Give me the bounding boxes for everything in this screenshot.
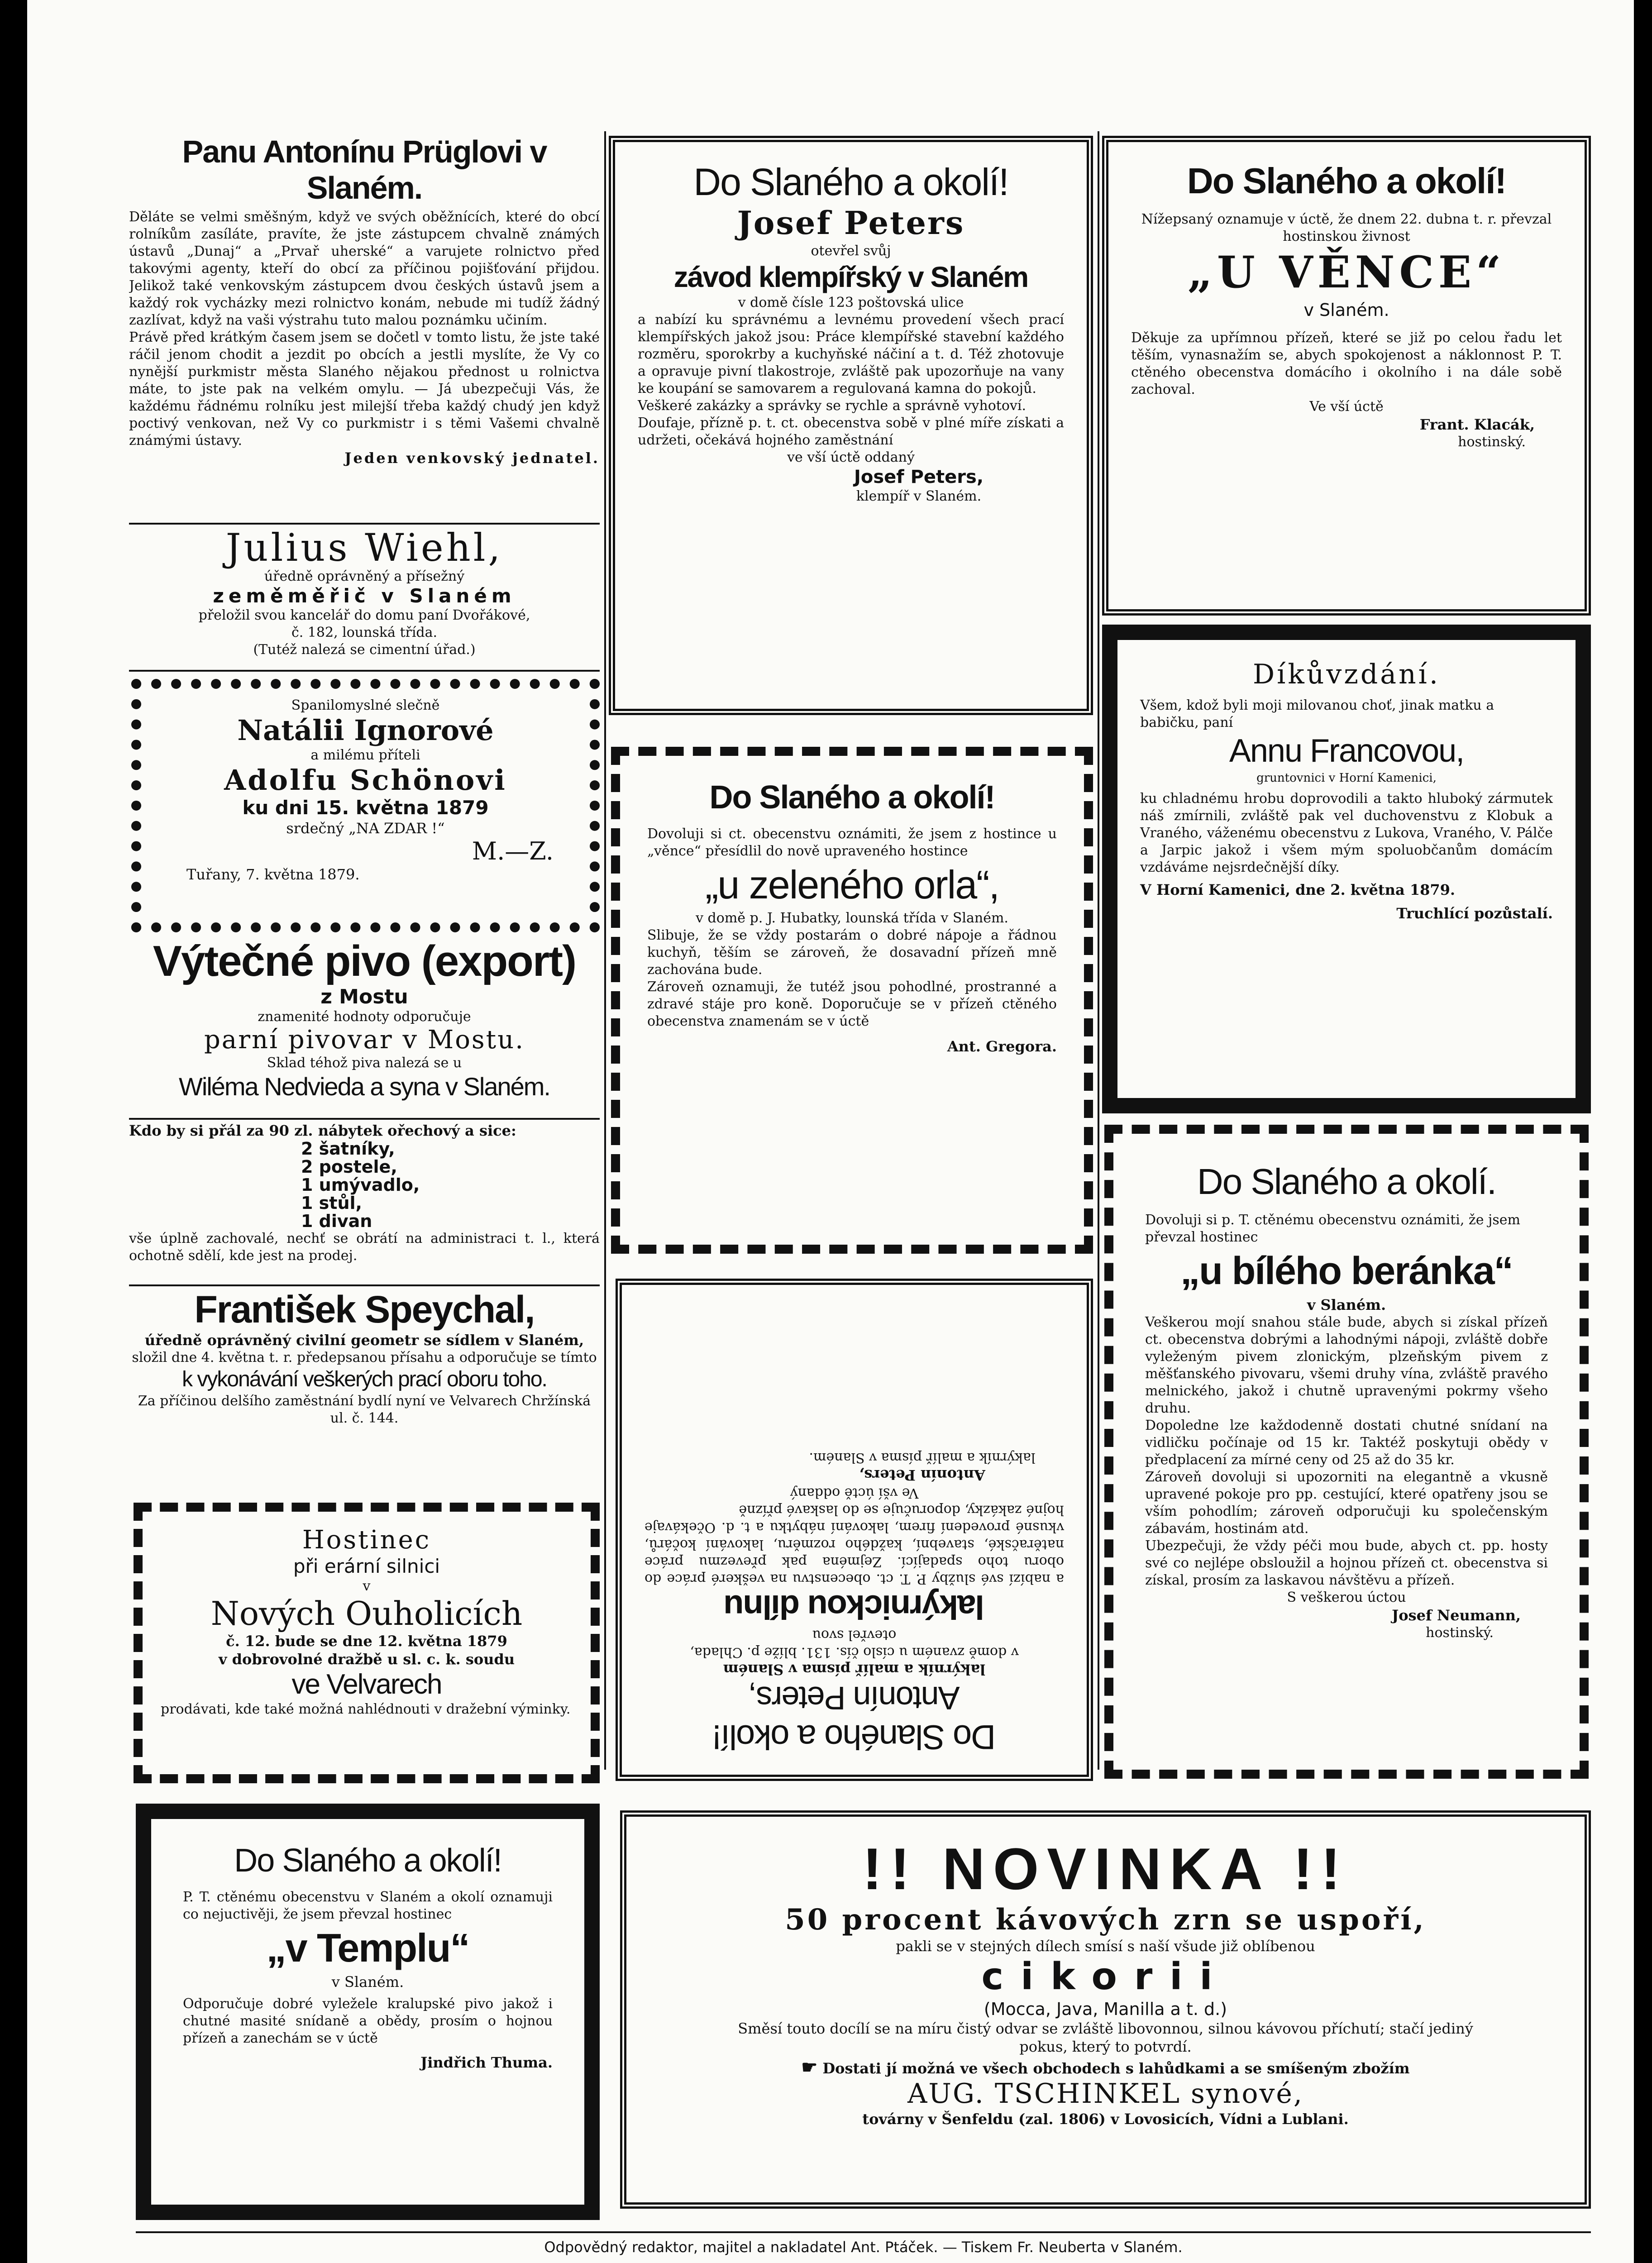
ad-title: lakýrnickou dílnu	[724, 1588, 984, 1626]
ad-line: Wiléma Nedvieda a syna v Slaném.	[179, 1072, 550, 1101]
ad-body: Nížepsaný oznamuje v úctě, že dnem 22. dubna t. r. převzal hostinskou živnost	[1141, 211, 1552, 244]
ad-signature: Jindřich Thuma.	[420, 2054, 553, 2071]
ad-line: lakýrník a malíř písma v Slaném.	[809, 1450, 1036, 1466]
ad-line: složil dne 4. května t. r. předepsanou přísahu a odporučuje se tímto	[132, 1350, 597, 1365]
ad-line: Kdo by si přál za 90 zl. nábytek ořechový a sice:	[129, 1122, 516, 1139]
ad-line: hostinský.	[1458, 434, 1526, 450]
ad-dikuvzdani	[1102, 625, 1591, 1113]
ad-line: v	[363, 1578, 371, 1594]
ad-title: Díkůvzdání.	[1253, 659, 1440, 690]
ad-ignorova	[131, 679, 600, 932]
ad-body: ku chladnému hrobu doprovodili a takto hluboký zármutek náš zmírnili, zvláště pak vel duchovenstvu z Klobuk a Vraného, váženému obecenstvu z Lukova, Vraného, V. Pálče a Jarpic jakož i všem mým spoluobčanům domácím vzdáváme nejsrdečnější díky.	[1140, 791, 1553, 875]
ad-pruglovi	[129, 134, 600, 520]
list-item: 1 umývadlo,	[301, 1175, 420, 1195]
ad-body: Dovoluji si p. T. ctěnému obecenstvu oznámiti, že jsem převzal hostinec	[1145, 1212, 1520, 1245]
ad-body: Zároveň dovoluji si upozorniti na elegantně a vkusně upravené pokoje pro pp. cestující, které opatřeny jsou se vším pohodlím; zároveň odporučuji ku společenským zábavám, hostinám atd.	[1145, 1469, 1548, 1537]
ad-body: Děláte se velmi směšným, když ve svých oběžnících, které do obcí rolníkům zasíláte, pravíte, že jste zástupcem chvalně známých ústavů „Dunaj“ a „Prvař uherské“ a varujete rolnictvo před takovými agenty, kteří do obcí za příčinou pojišťování přijdou. Jelikož také venkovským zástupcem dvou českých ústavů jsem a každý rok vycházky mezi rolnictvo konám, nebude mi tudíž žádný zazlívat, když na vaši výstrahu tuto malou poznámku učiním.	[129, 209, 600, 328]
ad-signature: Ant. Gregora.	[947, 1038, 1057, 1055]
ad-antonin-peters-inverted	[616, 1279, 1093, 1781]
divider	[129, 1118, 600, 1120]
ad-title: Panu Antonínu Prüglovi v Slaném.	[182, 134, 547, 205]
ad-line: v domě p. J. Hubatky, lounská třída v Slaném.	[696, 910, 1008, 926]
ad-line: znamenité hodnoty odporučuje	[258, 1009, 471, 1025]
ad-wiehl	[129, 527, 600, 672]
pointing-hand-icon: ☛	[801, 2057, 818, 2078]
ad-signature: Josef Peters,	[854, 467, 984, 487]
ad-line: přeložil svou kancelář do domu paní Dvořákové,	[198, 607, 530, 623]
ad-title: ve Velvarech	[291, 1669, 442, 1700]
ad-speychal	[129, 1288, 600, 1487]
ad-body: Veškeré zakázky a správky se rychle a správně vyhotoví.	[638, 398, 1026, 414]
ad-signature: Jeden venkovský jednatel.	[344, 449, 600, 467]
ad-body: a nabízí ku správnému a levnému provedení všech prací klempířských jakož jsou: Práce klempířské stavební každého rozměru, sporokrby a kuchyňské náčiní a t. d. Též zhotovuje a opravuje pivní tlakostroje, zvláště pak upozorňuje na vany ke koupání se samovarem a regulovaná kamna do pokojů.	[638, 312, 1064, 396]
ad-line: V Horní Kamenici, dne 2. května 1879.	[1140, 881, 1456, 898]
ad-signature: AUG. TSCHINKEL synové,	[907, 2078, 1303, 2110]
ad-signature: Frant. Klacák,	[1419, 416, 1535, 433]
ad-line: klempíř v Slaném.	[856, 488, 982, 504]
ad-signature: Antonín Peters,	[859, 1466, 985, 1484]
divider	[129, 1284, 600, 1286]
ad-line: ku dni 15. května 1879	[242, 797, 489, 819]
ad-line-text: Dostati jí možná ve všech obchodech s lahůdkami a se smíšeným zbožím	[822, 2060, 1410, 2077]
ad-line: Spanilomyslné slečně	[291, 697, 440, 713]
ad-line: v Slaném.	[1307, 1296, 1386, 1313]
ad-title: Natálii Ignorové	[237, 714, 494, 747]
imprint-footer: Odpovědný redaktor, majitel a nakladatel Ant. Ptáček. — Tiskem Fr. Neuberta v Slaném.	[544, 2239, 1183, 2256]
ad-line: v domě zvaném u císlo čís. 131. blíže p. Chlada,	[690, 1644, 1019, 1660]
ad-line: z Mostu	[320, 985, 408, 1008]
ad-title: Julius Wiehl,	[225, 527, 503, 570]
ad-line: úředně oprávněný civilní geometr se sídlem v Slaném,	[144, 1332, 584, 1349]
ad-body: a nabízí své služby P. T. ct. obecenstvu na veškeré práce do oboru toho spadající. Zejména pak převezmu práce natěračské, stavební, každého rozměru, lakování kočárů, vkusné provedení firem, lakování nábytku a t. d. Očekávaje hojné zakázky, doporučuje se do laskavé přízně	[645, 1502, 1064, 1587]
ad-line: otevřel svůj	[811, 243, 891, 259]
list-item: 1 divan	[301, 1211, 372, 1231]
ad-title: Výtečné pivo (export)	[153, 937, 576, 985]
ad-line: v dobrovolné dražbě u sl. c. k. soudu	[218, 1651, 515, 1668]
ad-title: „u bílého beránka“	[1180, 1249, 1513, 1293]
ad-line: č. 182, lounská třída.	[291, 625, 438, 640]
ad-templ	[136, 1804, 600, 2220]
divider	[136, 2231, 1591, 2233]
ad-body: Zároveň oznamuji, že tutéž jsou pohodlné, prostranné a zdravé stáje pro koně. Doporučuje se v přízeň ctěného obecenstva znamenám se v úctě	[647, 979, 1057, 1029]
ad-title: František Speychal,	[194, 1288, 535, 1331]
ad-body: Dopoledne lze každodenně dostati chutné snídaní na vidličku počínaje od 15 kr. Taktéž poskytuji obědy v předplacení za mírné ceny od 25 až do 35 kr.	[1145, 1418, 1548, 1468]
ad-title: „U VĚNCE“	[1187, 247, 1506, 298]
ad-line: prodávati, kde také možná nahlédnouti v dražební výminky.	[161, 1701, 571, 1717]
ad-body: Odporučuje dobré vyležele kralupské pivo jakož i chutné masité snídaně a obědy, prosím o hojnou přízeň a zanechám se v úctě	[183, 1996, 553, 2046]
ad-body: Děkuje za upřímnou přízeň, které se již po celou řadu let těším, vynasnažím se, abych spokojenost a náklonnost P. T. ctěného obecenstva domácího i okolního i na dále sobě zachoval.	[1131, 330, 1562, 397]
ad-line: a milému příteli	[310, 747, 420, 763]
ad-line: při erární silnici	[293, 1555, 440, 1577]
ad-hostinec	[134, 1503, 600, 1783]
ad-title: Do Slaného a okolí!	[234, 1843, 501, 1879]
ad-line: 50 procent kávových zrn se uspoří,	[785, 1903, 1426, 1937]
column-rule	[1098, 131, 1099, 1770]
ad-pivo	[129, 937, 600, 1118]
ad-line: parní pivovar v Mostu.	[204, 1025, 525, 1055]
ad-body: Všem, kdož byli moji milovanou choť, jinak matku a babičku, paní	[1140, 697, 1494, 730]
ad-title: Adolfu Schönovi	[224, 764, 507, 797]
ad-line: gruntovnici v Horní Kamenici,	[1256, 771, 1437, 785]
ad-line: Sklad téhož piva nalezá se u	[267, 1055, 462, 1071]
ad-line: zeměměřič v Slaném	[213, 585, 516, 607]
ad-line: pakli se v stejných dílech smísí s naší všude již oblíbenou	[896, 1938, 1315, 1955]
ad-line: (Tutéž nalezá se cimentní úřad.)	[253, 642, 476, 658]
ad-title: !! NOVINKA !!	[862, 1836, 1349, 1902]
ad-line: v Slaném.	[1303, 300, 1389, 320]
ad-signature: Truchlící pozůstalí.	[1396, 905, 1553, 922]
ad-title: Antonín Peters,	[749, 1680, 960, 1716]
ad-line: k vykonávání veškerých prací oboru toho.	[182, 1367, 547, 1391]
ad-signature: M.—Z.	[472, 837, 554, 865]
ad-title: Do Slaného a okolí!	[1187, 161, 1506, 201]
ad-body: P. T. ctěnému obecenstvu v Slaném a okolí oznamuji co nejuctivěji, že jsem převzal hostinec	[183, 1889, 553, 1922]
ad-line: ve vší úctě oddaný	[787, 449, 915, 465]
ad-line: Ve vší úctě oddaný	[790, 1485, 919, 1501]
ad-body: Doufaje, přízně p. t. ct. obecenstva sobě v plné míře získati a udržeti, očekává hojného zaměstnání	[638, 415, 1064, 448]
ad-title: Josef Peters	[737, 204, 965, 242]
ad-line: továrny v Šenfeldu (zal. 1806) v Lovosicích, Vídni a Lublani.	[862, 2110, 1349, 2128]
ad-line: otevřel svou	[812, 1627, 897, 1643]
ad-u-vence	[1102, 136, 1591, 616]
ad-body: Slibuje, že se vždy postarám o dobré nápoje a řádnou kuchyň, těším se zároveň, že dosavadní přízeň mně zachována bude.	[647, 927, 1057, 978]
ad-josef-peters	[609, 136, 1093, 715]
ad-bily-beranek	[1104, 1125, 1589, 1779]
ad-title: Hostinec	[302, 1525, 431, 1555]
ad-title: Do Slaného a okolí!	[712, 1718, 996, 1756]
ad-body: Směsí touto docílí se na míru čistý odvar se zvláště libovonnou, silnou kávovou příchutí; stačí jediný pokus, který to potvrdí.	[738, 2020, 1473, 2055]
ad-body: Veškerou mojí snahou stále bude, abych si získal přízeň ct. obecenstva dobrými a lahodnými nápoji, zvláště dobře vyleženým pivem zlonickým, plzeňským pivem z měšťanského pivovaru, všemi druhy vína, zvláště pravého melnického, jakož i chutně upravenými pokrmy všeho druhu.	[1145, 1314, 1548, 1416]
ad-signature: Josef Neumann,	[1392, 1607, 1521, 1624]
column-rule	[604, 131, 606, 1770]
ad-line: srdečný „NA ZDAR !“	[286, 820, 445, 837]
ad-body: Ubezpečuji, že vždy péči mou bude, abych ct. pp. hosty své co nejlépe obsloužil a hojnou přízeň ct. obecenstva si získal, prosím za laskavou návštěvu a přízeň.	[1145, 1538, 1548, 1588]
ad-nabytek	[129, 1122, 600, 1284]
ad-title: „u zeleného orla“,	[705, 862, 999, 907]
ad-gregora	[611, 747, 1093, 1254]
ad-line	[663, 2058, 1548, 2077]
ad-title: Annu Francovou,	[1229, 733, 1464, 769]
list-item: 2 šatníky,	[301, 1139, 395, 1159]
ad-title: Nových Ouholicích	[210, 1595, 523, 1633]
divider	[129, 523, 600, 525]
item-list	[129, 1140, 600, 1230]
ad-title: Do Slaného a okolí!	[693, 161, 1008, 203]
ad-line: úředně oprávněný a přísežný	[264, 568, 465, 584]
scan-edge-right	[1634, 0, 1652, 2263]
ad-body: Právě před krátkým časem jsem se dočetl v tomto listu, že jste také ráčil jenom chodit a jezdit po obcích a jestli myslíte, že Vy co nynější purkmistr města Slaného nějakou přednost u rolnictva máte, to jste pak na velkém omylu. — Já ubezpečuji Vás, že každému řádnému rolníku jest milejší třeba každý chudý jen když poctivý venkovan, než Vy co purkmistr i s těmi Vašemi chvalně známými ústavy.	[129, 329, 600, 449]
ad-line: v domě čísle 123 poštovská ulice	[738, 295, 964, 310]
ad-body: vše úplně zachovalé, nechť se obrátí na administraci t. l., která ochotně sdělí, kde jest na prodej.	[129, 1231, 600, 1264]
ad-line: Za příčinou delšího zaměstnání bydlí nyní ve Velvarech Chržínská ul. č. 144.	[138, 1393, 591, 1426]
ad-line: v Slaném.	[331, 1973, 404, 1991]
ad-novinka	[620, 1810, 1591, 2209]
ad-title: závod klempířský v Slaném	[673, 261, 1028, 293]
ad-title: Do Slaného a okolí!	[709, 779, 995, 816]
ad-line: Ve vší úctě	[1309, 399, 1384, 415]
divider	[129, 670, 600, 672]
ad-line: (Mocca, Java, Manilla a t. d.)	[984, 1999, 1227, 2019]
ad-line: lakýrník a malíř písma v Slaném	[723, 1661, 986, 1678]
ad-line: hostinský.	[1426, 1625, 1494, 1641]
list-item: 1 stůl,	[301, 1193, 362, 1213]
ad-line: S veškerou úctou	[1287, 1590, 1406, 1605]
scan-edge-left	[0, 0, 27, 2263]
ad-title: „v Templu“	[266, 1925, 469, 1970]
ad-line: Tuřany, 7. května 1879.	[186, 866, 360, 883]
list-item: 2 postele,	[301, 1157, 397, 1177]
ad-title: cikorii	[981, 1955, 1230, 1998]
ad-line: č. 12. bude se dne 12. května 1879	[226, 1633, 507, 1650]
ad-body: Dovoluji si ct. obecenstvu oznámiti, že jsem z hostince u „věnce“ přesídlil do nově upraveného hostince	[647, 826, 1057, 859]
ad-title: Do Slaného a okolí.	[1197, 1161, 1496, 1202]
